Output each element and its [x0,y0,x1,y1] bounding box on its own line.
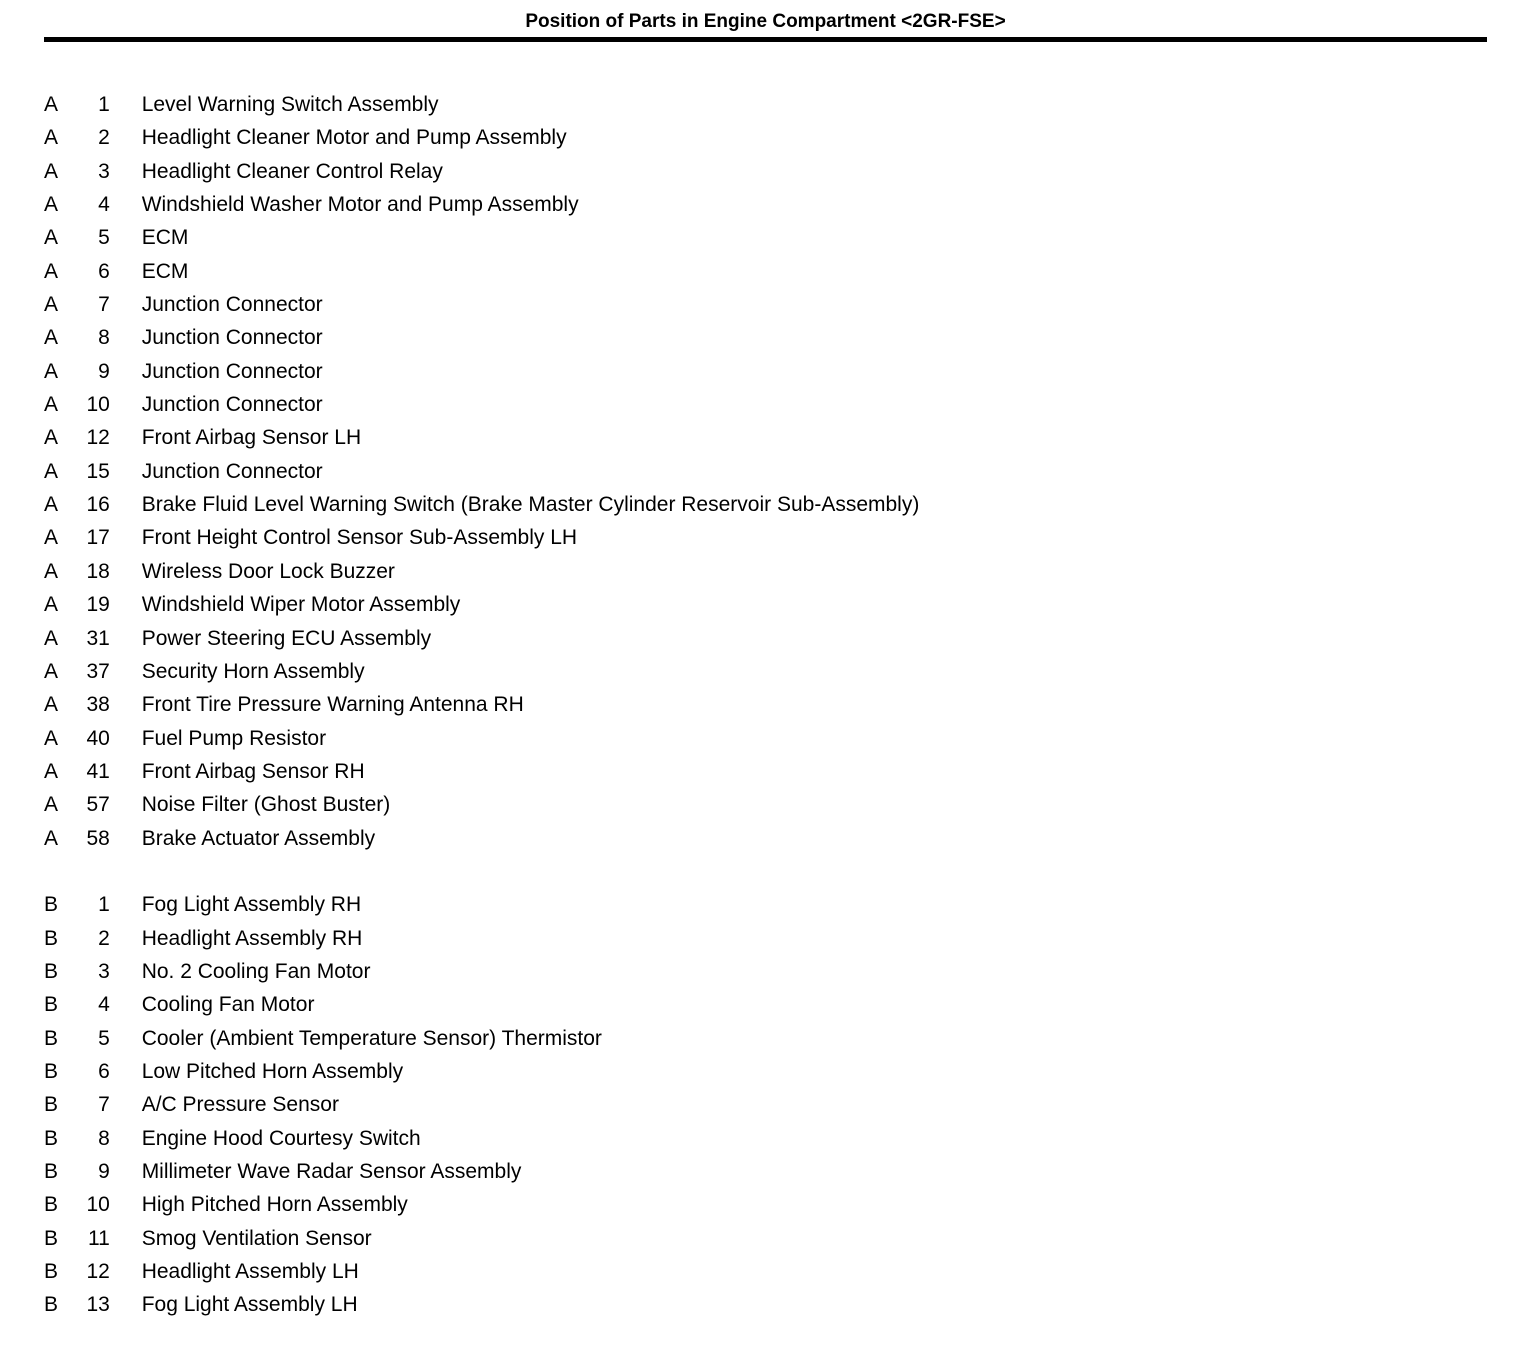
part-name: Engine Hood Courtesy Switch [141,1126,421,1150]
area-code: B [44,1226,59,1250]
part-name: Headlight Assembly RH [141,926,363,950]
area-code: B [44,1059,59,1083]
part-number: 4 [98,993,110,1017]
parts-row [44,1055,1520,1088]
part-name: Power Steering ECU Assembly [141,626,432,650]
parts-row [44,521,1520,554]
parts-row [44,755,1520,788]
area-code: B [44,959,59,983]
area-code: B [44,1293,59,1317]
part-name: Front Airbag Sensor RH [141,759,365,783]
part-name: Headlight Cleaner Control Relay [141,159,443,183]
parts-row [44,321,1520,354]
part-number: 31 [86,626,110,650]
parts-row [44,1155,1520,1188]
part-name: Noise Filter (Ghost Buster) [141,793,391,817]
part-name: Windshield Washer Motor and Pump Assembly [141,193,579,217]
part-number: 40 [86,726,110,750]
part-number: 10 [86,393,110,417]
part-number: 3 [98,159,110,183]
area-code: A [44,393,59,417]
part-number: 17 [86,526,110,550]
parts-row [44,588,1520,621]
part-name: Junction Connector [141,293,323,317]
area-code: A [44,626,59,650]
parts-row [44,88,1520,121]
area-code: A [44,826,59,850]
part-name: Level Warning Switch Assembly [141,93,439,116]
area-code: A [44,593,59,617]
part-name: ECM [141,259,189,283]
part-number: 37 [86,659,110,683]
area-code: A [44,459,59,483]
parts-row [44,655,1520,688]
parts-row [44,555,1520,588]
parts-row [44,388,1520,421]
parts-row [44,722,1520,755]
section-gap [44,855,1520,888]
area-code: A [44,293,59,317]
area-code: B [44,1260,59,1284]
part-name: Windshield Wiper Motor Assembly [141,593,461,617]
part-number: 16 [86,493,110,517]
part-name: Smog Ventilation Sensor [141,1226,372,1250]
parts-row [44,221,1520,254]
parts-row [44,455,1520,488]
part-number: 11 [88,1226,110,1250]
part-number: 7 [98,293,110,317]
area-code: B [44,1160,59,1183]
part-name: Fog Light Assembly RH [141,893,362,917]
area-code: A [44,359,59,383]
part-name: Low Pitched Horn Assembly [141,1059,404,1083]
parts-row [44,421,1520,454]
parts-row [44,121,1520,154]
parts-row [44,288,1520,321]
parts-row [44,1122,1520,1155]
part-name: Fuel Pump Resistor [141,726,327,750]
part-number: 38 [86,693,110,717]
part-number: 7 [98,1093,110,1117]
part-name: Cooling Fan Motor [141,993,315,1017]
area-code: A [44,526,59,550]
part-number: 10 [86,1193,110,1217]
area-code: A [44,326,59,350]
area-code: B [44,1193,59,1217]
area-code: A [44,793,59,817]
part-number: 6 [98,259,110,283]
part-name: No. 2 Cooling Fan Motor [141,959,371,983]
area-code: B [44,993,59,1017]
part-name: Millimeter Wave Radar Sensor Assembly [141,1160,522,1183]
area-code: A [44,193,59,217]
part-name: Wireless Door Lock Buzzer [141,559,395,583]
part-name: Brake Actuator Assembly [141,826,376,850]
area-code: A [44,93,59,116]
part-number: 58 [86,826,110,850]
part-number: 5 [98,1026,110,1050]
area-code: B [44,893,59,917]
part-name: Brake Fluid Level Warning Switch (Brake Master Cylinder Reservoir Sub-Assembly) [141,493,920,517]
part-number: 9 [98,1160,110,1183]
part-name: Junction Connector [141,359,323,383]
parts-row [44,1255,1520,1288]
part-number: 1 [98,893,110,917]
parts-row [44,188,1520,221]
parts-row [44,488,1520,521]
part-number: 15 [86,459,110,483]
parts-row [44,1022,1520,1055]
parts-row [44,255,1520,288]
part-name: Front Tire Pressure Warning Antenna RH [141,693,524,717]
part-number: 8 [98,326,110,350]
part-number: 1 [98,93,110,116]
part-number: 8 [98,1126,110,1150]
part-name: High Pitched Horn Assembly [141,1193,408,1217]
parts-row [44,1088,1520,1121]
part-number: 12 [86,1260,110,1284]
part-name: Junction Connector [141,393,323,417]
part-number: 19 [86,593,110,617]
part-number: 6 [98,1059,110,1083]
parts-list [44,88,1520,1322]
page-title: Position of Parts in Engine Compartment <2GR-FSE> [525,11,1006,32]
area-code: A [44,726,59,750]
parts-row [44,1188,1520,1221]
area-code: A [44,426,59,450]
part-number: 2 [98,126,110,150]
part-name: Headlight Assembly LH [141,1260,359,1284]
part-number: 18 [86,559,110,583]
part-number: 4 [98,193,110,217]
area-code: B [44,1093,59,1117]
parts-row [44,688,1520,721]
parts-row [44,1288,1520,1321]
area-code: A [44,159,59,183]
part-name: Junction Connector [141,326,323,350]
parts-row [44,155,1520,188]
area-code: A [44,559,59,583]
title-divider [44,37,1487,42]
part-name: Junction Connector [141,459,323,483]
part-name: Front Airbag Sensor LH [141,426,362,450]
area-code: A [44,659,59,683]
part-name: Security Horn Assembly [141,659,365,683]
part-number: 57 [86,793,110,817]
parts-row [44,955,1520,988]
area-code: B [44,1026,59,1050]
part-number: 9 [98,359,110,383]
parts-row [44,822,1520,855]
parts-row [44,1222,1520,1255]
area-code: A [44,693,59,717]
part-number: 13 [86,1293,110,1317]
area-code: A [44,126,59,150]
part-name: A/C Pressure Sensor [141,1093,339,1117]
part-number: 5 [98,226,110,250]
part-number: 3 [98,959,110,983]
parts-row [44,888,1520,921]
area-code: A [44,259,59,283]
part-name: Cooler (Ambient Temperature Sensor) Thermistor [141,1026,602,1050]
parts-row [44,922,1520,955]
area-code: A [44,226,59,250]
area-code: A [44,759,59,783]
part-number: 12 [86,426,110,450]
area-code: B [44,1126,59,1150]
parts-row [44,355,1520,388]
part-name: Front Height Control Sensor Sub-Assembly LH [141,526,578,550]
area-code: A [44,493,59,517]
part-name: Fog Light Assembly LH [141,1293,358,1317]
parts-row [44,622,1520,655]
part-name: Headlight Cleaner Motor and Pump Assembly [141,126,567,150]
part-number: 2 [98,926,110,950]
part-number: 41 [86,759,110,783]
area-code: B [44,926,59,950]
part-name: ECM [141,226,189,250]
parts-row [44,788,1520,821]
parts-row [44,988,1520,1021]
